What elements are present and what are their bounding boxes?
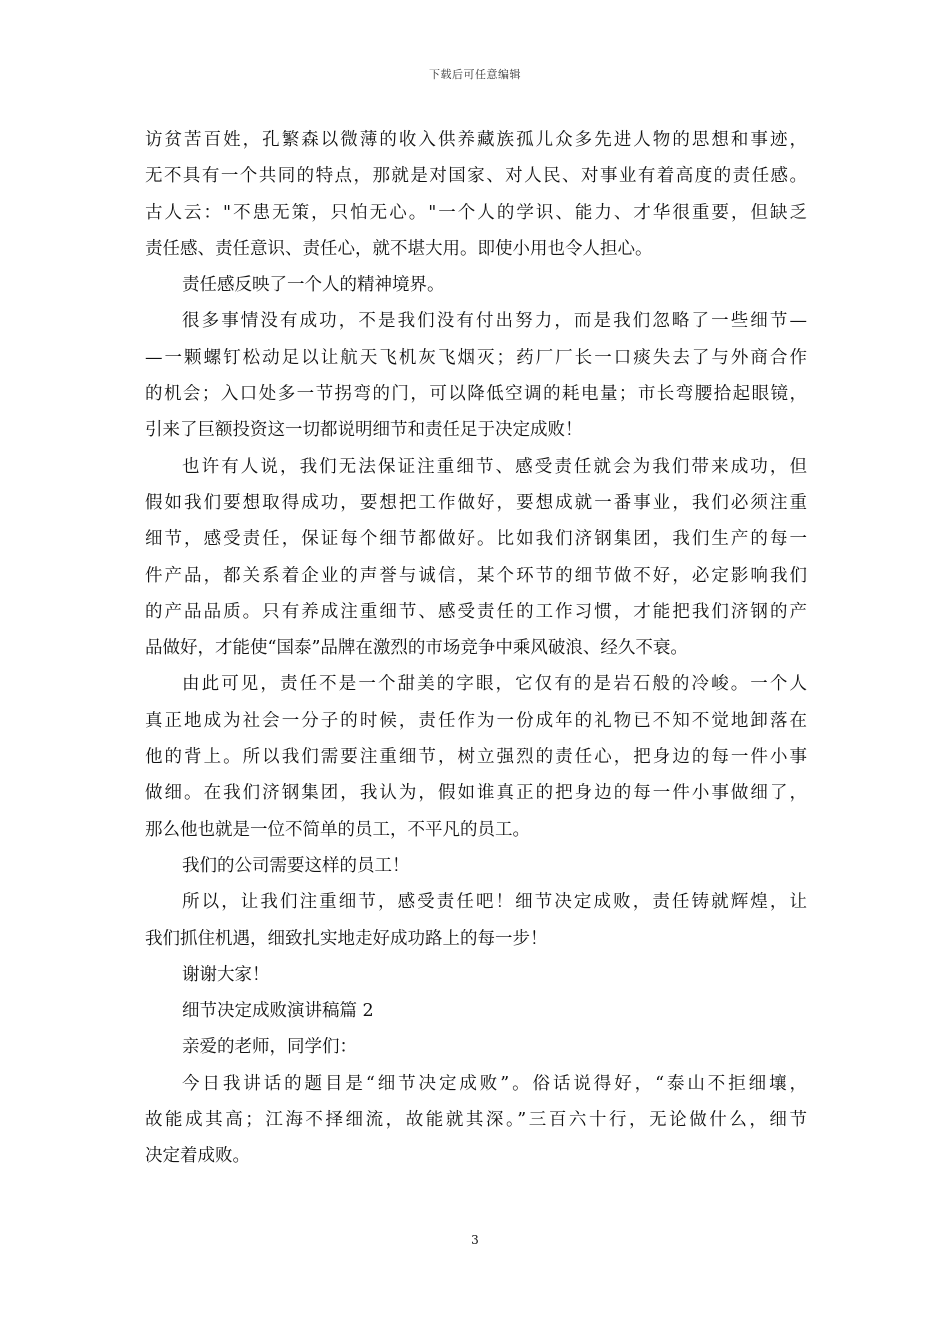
text-line: 访贫苦百姓，孔繁森以微薄的收入供养藏族孤儿众多先进人物的思想和事迹， bbox=[145, 130, 807, 150]
text-line: 谢谢大家！ bbox=[182, 964, 270, 985]
text-line: 那么他也就是一位不简单的员工，不平凡的员工。 bbox=[145, 819, 530, 840]
text-line: 做细。在我们济钢集团，我认为，假如谁真正的把身边的每一件小事做细了， bbox=[145, 783, 807, 804]
text-line: 真正地成为社会一分子的时候，责任作为一份成年的礼物已不知不觉地卸落在 bbox=[145, 710, 807, 731]
page-number: 3 bbox=[471, 1233, 479, 1247]
text-line: 的产品品质。只有养成注重细节、感受责任的工作习惯，才能把我们济钢的产 bbox=[145, 601, 807, 622]
text-line: 所以，让我们注重细节，感受责任吧！细节决定成败，责任铸就辉煌，让 bbox=[182, 892, 807, 913]
text-line: 细节，感受责任，保证每个细节都做好。比如我们济钢集团，我们生产的每一 bbox=[145, 529, 807, 550]
text-line: 件产品，都关系着企业的声誉与诚信，某个环节的细节做不好，必定影响我们 bbox=[145, 565, 807, 586]
text-line: 古人云："不患无策，只怕无心。"一个人的学识、能力、才华很重要，但缺乏 bbox=[145, 202, 807, 223]
text-line: 假如我们要想取得成功，要想把工作做好，要想成就一番事业，我们必须注重 bbox=[145, 492, 807, 513]
text-line: 的机会；入口处多一节拐弯的门，可以降低空调的耗电量；市长弯腰拾起眼镜， bbox=[145, 384, 807, 405]
text-line: 由此可见，责任不是一个甜美的字眼，它仅有的是岩石般的冷峻。一个人 bbox=[182, 674, 807, 695]
text-line: 无不具有一个共同的特点，那就是对国家、对人民、对事业有着高度的责任感。 bbox=[145, 166, 807, 187]
text-line: 也许有人说，我们无法保证注重细节、感受责任就会为我们带来成功，但 bbox=[182, 456, 807, 477]
text-line: 责任感反映了一个人的精神境界。 bbox=[182, 275, 445, 296]
text-line: 责任感、责任意识、责任心，就不堪大用。即使小用也令人担心。 bbox=[145, 238, 653, 259]
page-header: 下载后可任意编辑 bbox=[429, 68, 521, 81]
document-body bbox=[145, 122, 807, 1175]
text-line: 我们抓住机遇，细致扎实地走好成功路上的每一步！ bbox=[145, 928, 548, 949]
text-line: 我们的公司需要这样的员工！ bbox=[182, 855, 410, 876]
text-line: 今日我讲话的题目是“细节决定成败”。俗话说得好，“泰山不拒细壤， bbox=[182, 1073, 807, 1094]
text-line: —一颗螺钉松动足以让航天飞机灰飞烟灭；药厂厂长一口痰失去了与外商合作 bbox=[145, 347, 807, 368]
text-line: 引来了巨额投资这一切都说明细节和责任足于决定成败！ bbox=[145, 420, 583, 441]
text-line: 故能成其高；江海不择细流，故能就其深。”三百六十行，无论做什么，细节 bbox=[145, 1110, 807, 1131]
text-line: 品做好，才能使“国泰”品牌在激烈的市场竞争中乘风破浪、经久不衰。 bbox=[145, 638, 688, 659]
text-line: 亲爱的老师，同学们： bbox=[182, 1037, 357, 1058]
text-line: 细节决定成败演讲稿篇 2 bbox=[182, 1001, 374, 1022]
text-line: 很多事情没有成功，不是我们没有付出努力，而是我们忽略了一些细节— bbox=[182, 311, 807, 332]
text-line: 他的背上。所以我们需要注重细节，树立强烈的责任心，把身边的每一件小事 bbox=[145, 747, 807, 768]
text-line: 决定着成败。 bbox=[145, 1146, 250, 1167]
